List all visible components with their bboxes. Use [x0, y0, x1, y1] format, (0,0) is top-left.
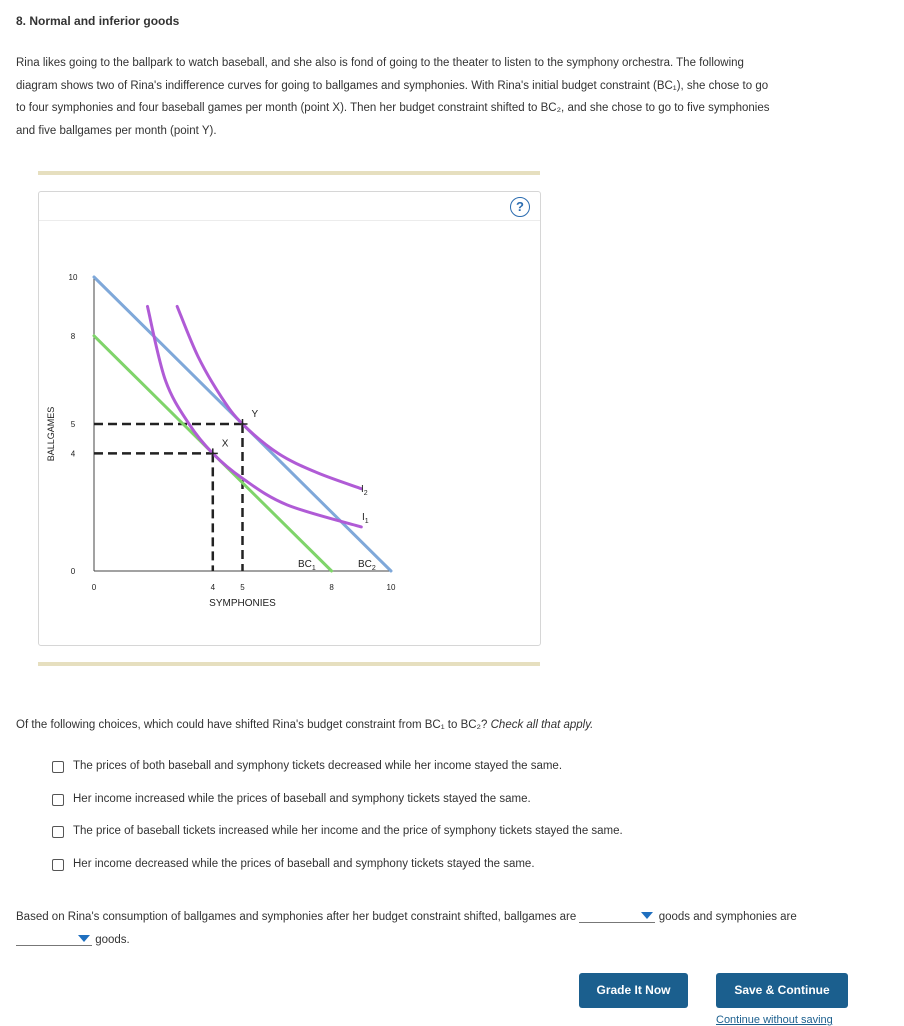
- fill-in-text: goods and symphonies are: [658, 911, 797, 923]
- option-label: Her income decreased while the prices of baseball and symphony tickets stayed the same.: [73, 857, 535, 870]
- indifference-curve-i2: [177, 306, 361, 488]
- graph-panel: [38, 191, 541, 646]
- fill-in-question: [16, 906, 886, 952]
- indifference-chart: [39, 192, 540, 645]
- intro-line: diagram shows two of Rina's indifference curves for going to ballgames and symphonies. With Rina's initial budget constraint (BC₁), she chose to go: [16, 79, 769, 92]
- x-tick-label: 5: [240, 583, 245, 592]
- checkbox[interactable]: [52, 761, 64, 773]
- fill-in-text: goods.: [95, 934, 130, 946]
- i1-label: $I_1$: [362, 512, 369, 525]
- help-icon[interactable]: ?: [510, 197, 530, 217]
- question-prompt: [16, 719, 593, 731]
- bc1-label: $BC_1$: [298, 559, 316, 572]
- x-tick-label: 8: [329, 583, 334, 592]
- y-tick-label: 4: [70, 449, 76, 459]
- option-label: The prices of both baseball and symphony tickets decreased while her income stayed the same.: [73, 760, 563, 772]
- intro-line: and five ballgames per month (point Y).: [16, 124, 217, 137]
- y-tick-label: 5: [70, 420, 76, 429]
- point-y-label: Y: [251, 409, 259, 420]
- intro-line: Rina likes going to the ballpark to watch baseball, and she also is fond of going to the theater to listen to the symphony orchestra. The following: [16, 57, 744, 69]
- grade-it-now-button[interactable]: Grade It Now: [579, 973, 688, 1008]
- y-tick-label: 0: [70, 567, 76, 576]
- i2-label: $I_2$: [361, 484, 368, 497]
- checkbox[interactable]: [52, 826, 64, 838]
- x-axis-label: SYMPHONIES: [209, 598, 276, 609]
- checkbox[interactable]: [52, 859, 64, 871]
- dropdown-arrow-icon: [78, 935, 90, 942]
- y-tick-label: 8: [70, 331, 76, 341]
- bc2-label: $BC_2$: [358, 559, 376, 572]
- y-tick-label: 10: [68, 273, 78, 282]
- dropdown-arrow-icon: [641, 912, 653, 919]
- top-divider: [38, 171, 540, 175]
- question-text: Of the following choices, which could have shifted Rina's budget constraint from BC₁ to BC₂?: [16, 719, 488, 731]
- x-tick-label: 4: [210, 583, 216, 592]
- ballgames-good-type-dropdown[interactable]: [579, 908, 655, 923]
- question-intro: [16, 52, 876, 142]
- option-label: The price of baseball tickets increased while her income and the price of symphony tickets stayed the same.: [73, 825, 623, 837]
- check-all-hint: Check all that apply.: [490, 719, 594, 731]
- intro-line: to four symphonies and four baseball games per month (point X). Then her budget constraint shifted to BC₂, and she chose to go to five symphonies: [16, 102, 770, 114]
- x-tick-label: 0: [91, 583, 97, 592]
- checkbox[interactable]: [52, 794, 64, 806]
- continue-without-saving-link[interactable]: Continue without saving: [716, 1014, 833, 1026]
- x-tick-label: 10: [386, 583, 396, 592]
- save-continue-button[interactable]: Save & Continue: [716, 973, 848, 1008]
- symphonies-good-type-dropdown[interactable]: [16, 931, 92, 946]
- fill-in-text: Based on Rina's consumption of ballgames and symphonies after her budget constraint shifted, ballgames are: [16, 911, 577, 923]
- point-x-label: X: [221, 438, 229, 450]
- y-axis-label: BALLGAMES: [46, 406, 56, 462]
- question-title: 8. Normal and inferior goods: [16, 14, 180, 28]
- option-label: Her income increased while the prices of baseball and symphony tickets stayed the same.: [73, 792, 531, 805]
- bottom-divider: [38, 662, 540, 666]
